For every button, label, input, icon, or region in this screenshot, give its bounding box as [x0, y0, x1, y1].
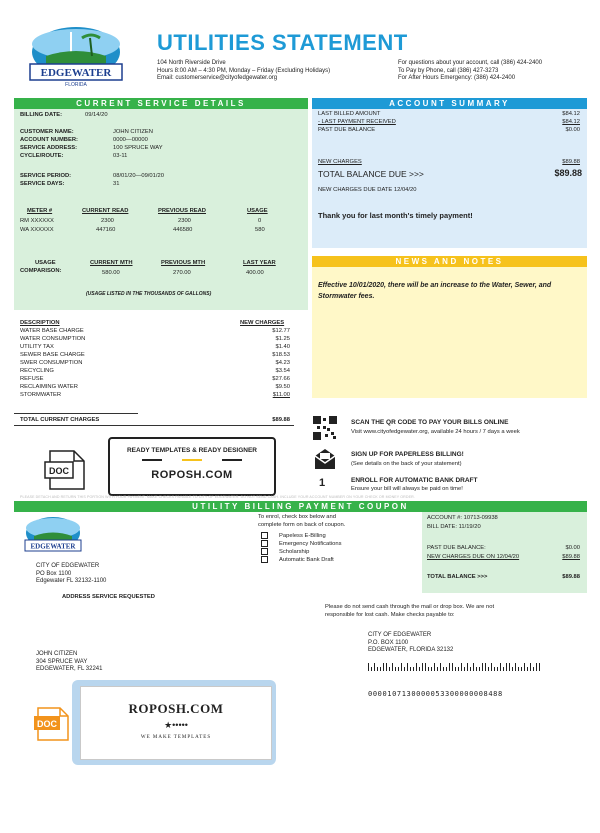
coupon-new-charges-label: NEW CHARGES DUE ON 12/04/20 [427, 554, 520, 560]
payee-address [368, 632, 453, 655]
qr-title: SCAN THE QR CODE TO PAY YOUR BILLS ONLINE [351, 419, 509, 426]
service-period-value: 08/01/20—09/01/20 [113, 173, 164, 179]
service-address-label: SERVICE ADDRESS: [20, 145, 78, 151]
brand-stars-icon: ★••••• [164, 720, 188, 730]
auto-draft-title[interactable]: ENROLL FOR AUTOMATIC BANK DRAFT [351, 477, 478, 484]
customer-street: 304 SPRUCE WAY [36, 658, 88, 665]
last-payment-value: $84.12 [562, 119, 580, 125]
promo-banner[interactable] [108, 437, 276, 496]
new-charges-value: $89.88 [562, 159, 580, 165]
cycle-route-label: CYCLE/ROUTE: [20, 153, 64, 159]
scholarship-checkbox[interactable] [261, 548, 268, 555]
total-due-label: TOTAL BALANCE DUE >>> [318, 169, 424, 179]
city-po-box: PO Box 1100 [36, 570, 72, 577]
total-charges-value: $89.88 [272, 417, 290, 423]
auto-draft-number: 1 [319, 477, 326, 489]
promo-line2: ROPOSH.COM [151, 469, 233, 481]
last-billed-value: $84.12 [562, 111, 580, 117]
payee-name: CITY OF EDGEWATER [368, 632, 432, 638]
current-mth-value: 580.00 [102, 270, 120, 276]
brand-card[interactable] [80, 686, 272, 760]
service-days-value: 31 [113, 181, 120, 187]
news-band: NEWS AND NOTES [312, 256, 587, 267]
customer-name-label: CUSTOMER NAME: [20, 129, 74, 135]
account-number-value: 0000—00000 [113, 137, 148, 143]
cycle-route-value: 03-11 [113, 153, 128, 159]
svg-text:DOC: DOC [49, 466, 69, 476]
pay-phone-line: To Pay by Phone, call (386) 427-3273 [398, 67, 499, 74]
coupon-total-label: TOTAL BALANCE >>> [427, 574, 488, 580]
total-charges-label: TOTAL CURRENT CHARGES [20, 417, 100, 423]
thanks-message: Thank you for last month's timely payment! [318, 211, 473, 220]
service-address-value: 100 SPRUCE WAY [113, 145, 163, 151]
promo-divider [142, 459, 162, 461]
option-paperless[interactable]: Papeless E-Billing [261, 532, 342, 540]
svg-text:EDGEWATER: EDGEWATER [40, 67, 112, 79]
customer-name: JOHN CITIZEN [36, 651, 78, 657]
comparison-label: COMPARISON: [20, 268, 62, 274]
last-year-value: 400.00 [246, 270, 264, 276]
enroll-text-1: To enrol, check box below and [258, 514, 336, 520]
hours-line: Hours 8:00 AM – 4:30 PM, Monday – Friday (Excluding Holidays) [157, 67, 331, 74]
option-scholarship[interactable]: Scholarship [261, 548, 342, 556]
city-name: CITY OF EDGEWATER [36, 563, 100, 569]
promo-divider [222, 459, 242, 461]
current-read-header: CURRENT READ [82, 208, 129, 214]
charge-row: STORMWATER $11.00 [20, 392, 290, 398]
svg-text:DOC: DOC [37, 719, 57, 729]
meter-previous-read: 446580 [173, 227, 193, 233]
new-charges-label: NEW CHARGES [318, 159, 362, 165]
questions-line: For questions about your account, call (386) 424-2400 [398, 60, 543, 66]
contact-block [398, 60, 542, 83]
meter-id: WA XXXXXX [20, 227, 54, 233]
billing-date-value: 09/14/20 [85, 112, 108, 118]
paperless-title[interactable]: SIGN UP FOR PAPERLESS BILLING! [351, 451, 464, 458]
meter-current-read: 2300 [101, 218, 114, 224]
coupon-bill-date: BILL DATE: 11/19/20 [427, 524, 481, 530]
total-due-value: $89.88 [554, 168, 582, 178]
svg-text:FLORIDA: FLORIDA [65, 82, 87, 88]
address-service-requested: ADDRESS SERVICE REQUESTED [62, 594, 155, 600]
promo-line1: READY TEMPLATES & READY DESIGNER [126, 447, 258, 454]
statement-title: UTILITIES STATEMENT [157, 30, 408, 55]
last-billed-label: LAST BILLED AMOUNT [318, 111, 381, 117]
charge-row: WATER CONSUMPTION $1.25 [20, 336, 290, 342]
cash-note-1: Please do not send cash through the mail or drop box. We are not [325, 604, 495, 610]
emergency-checkbox[interactable] [261, 540, 268, 547]
qr-code[interactable] [313, 416, 337, 440]
coupon-city-logo [22, 516, 84, 556]
meter-header: METER # [27, 208, 53, 214]
city-address-block [157, 60, 330, 83]
option-bank-draft[interactable]: Automatic Bank Draft [261, 556, 342, 564]
usage-note: (USAGE LISTED IN THE THOUSANDS OF GALLONS) [86, 291, 212, 297]
past-due-value: $0.00 [565, 127, 580, 133]
city-zip: Edgewater FL 32132-1100 [36, 578, 107, 584]
account-number-label: ACCOUNT NUMBER: [20, 137, 78, 143]
account-summary-band: ACCOUNT SUMMARY [312, 98, 587, 109]
news-panel [312, 256, 587, 398]
meter-usage: 580 [255, 227, 265, 233]
coupon-band: UTILITY BILLING PAYMENT COUPON [14, 501, 587, 512]
charge-row: REFUSE $27.66 [20, 376, 290, 382]
promo-divider-accent [182, 459, 202, 461]
svg-text:EDGEWATER: EDGEWATER [30, 542, 76, 551]
usage-label: USAGE [35, 260, 56, 266]
ocr-scanline: 0000107130000053300000008488 [368, 690, 503, 698]
previous-read-header: PREVIOUS READ [158, 208, 206, 214]
bank-draft-checkbox[interactable] [261, 556, 268, 563]
paperless-subtitle: (See details on the back of your statement) [351, 461, 462, 467]
brand-card-title: ROPOSH.COM [128, 701, 224, 716]
new-charges-header: NEW CHARGES [240, 320, 285, 326]
payee-city: EDGEWATER, FLORIDA 32132 [368, 647, 454, 653]
total-divider [14, 413, 138, 414]
coupon-total-value: $89.88 [562, 574, 580, 580]
customer-mailing-address [36, 651, 102, 674]
previous-mth-value: 270.00 [173, 270, 191, 276]
postal-barcode [368, 658, 540, 666]
customer-name-value: JOHN CITIZEN [113, 129, 153, 135]
cash-note-2: responsible for lost cash. Make checks payable to: [325, 612, 455, 618]
meter-usage: 0 [258, 218, 262, 224]
brand-card-tagline: WE MAKE TEMPLATES [140, 735, 212, 740]
last-payment-label: - LAST PAYMENT RECEIVED [318, 119, 396, 125]
usage-header: USAGE [247, 208, 268, 214]
doc-file-icon [44, 449, 88, 491]
customer-city: EDGEWATER, FL 32241 [36, 666, 103, 672]
envelope-icon [313, 448, 337, 470]
emergency-line: For After Hours Emergency: (386) 424-2400 [398, 75, 516, 81]
paperless-checkbox[interactable] [261, 532, 268, 539]
charge-row: SEWER BASE CHARGE $18.53 [20, 352, 290, 358]
charge-row: UTILITY TAX $1.40 [20, 344, 290, 350]
charge-row: RECLAIMING WATER $9.50 [20, 384, 290, 390]
last-year-header: LAST YEAR [243, 260, 276, 266]
qr-subtitle: Visit www.cityofedgewater.org, available 24 hours / 7 days a week [351, 429, 520, 435]
service-period-label: SERVICE PERIOD: [20, 173, 72, 179]
coupon-options [261, 532, 342, 564]
meter-current-read: 447160 [96, 227, 116, 233]
charge-row: RECYCLING $3.54 [20, 368, 290, 374]
payee-po-box: P.O. BOX 1100 [368, 639, 409, 646]
charge-row: SWER CONSUMPTION $4.23 [20, 360, 290, 366]
coupon-past-due-value: $0.00 [565, 545, 580, 551]
coupon-new-charges-value: $89.88 [562, 554, 580, 560]
meter-id: RM XXXXXX [20, 218, 54, 224]
charge-row: WATER BASE CHARGE $12.77 [20, 328, 290, 334]
past-due-label: PAST DUE BALANCE [318, 127, 376, 133]
meter-previous-read: 2300 [178, 218, 191, 224]
auto-draft-subtitle: Ensure your bill will always be paid on time! [351, 486, 463, 492]
enroll-text-2: complete form on back of coupon. [258, 522, 346, 528]
coupon-city-address [36, 563, 106, 586]
description-header: DESCRIPTION [20, 320, 60, 326]
news-text: Effective 10/01/2020, there will be an increase to the Water, Sewer, and Stormwater fees. [318, 282, 552, 300]
city-logo [26, 26, 126, 88]
billing-date-label: BILLING DATE: [20, 112, 63, 118]
current-mth-header: CURRENT MTH [90, 260, 133, 266]
coupon-account-number: ACCOUNT #: 10713-09938 [427, 515, 498, 521]
brand-doc-icon [34, 707, 74, 741]
previous-mth-header: PREVIOUS MTH [161, 260, 206, 266]
charges-list [20, 328, 290, 400]
service-days-label: SERVICE DAYS: [20, 181, 65, 187]
coupon-past-due-label: PAST DUE BALANCE: [427, 545, 486, 551]
option-emergency[interactable]: Emergency Notifications [261, 540, 342, 548]
total-underline [14, 425, 294, 426]
address-line: 104 North Riverside Drive [157, 60, 226, 66]
current-service-band: CURRENT SERVICE DETAILS [14, 98, 308, 109]
due-date-text: NEW CHARGES DUE DATE 12/04/20 [318, 187, 417, 193]
detach-note: PLEASE DETACH AND RETURN THIS PORTION WITH YOUR PAYMENT. MAKE CHECKS PAYABLE TO CITY OF EDGEWATER. DO NOT SEND CASH. INCLUDE YOUR ACCOUNT NUMBER ON YOUR CHECK OR MONEY ORDER. [20, 495, 415, 499]
email-line[interactable]: Email: customerservice@cityofedgewater.org [157, 75, 278, 81]
